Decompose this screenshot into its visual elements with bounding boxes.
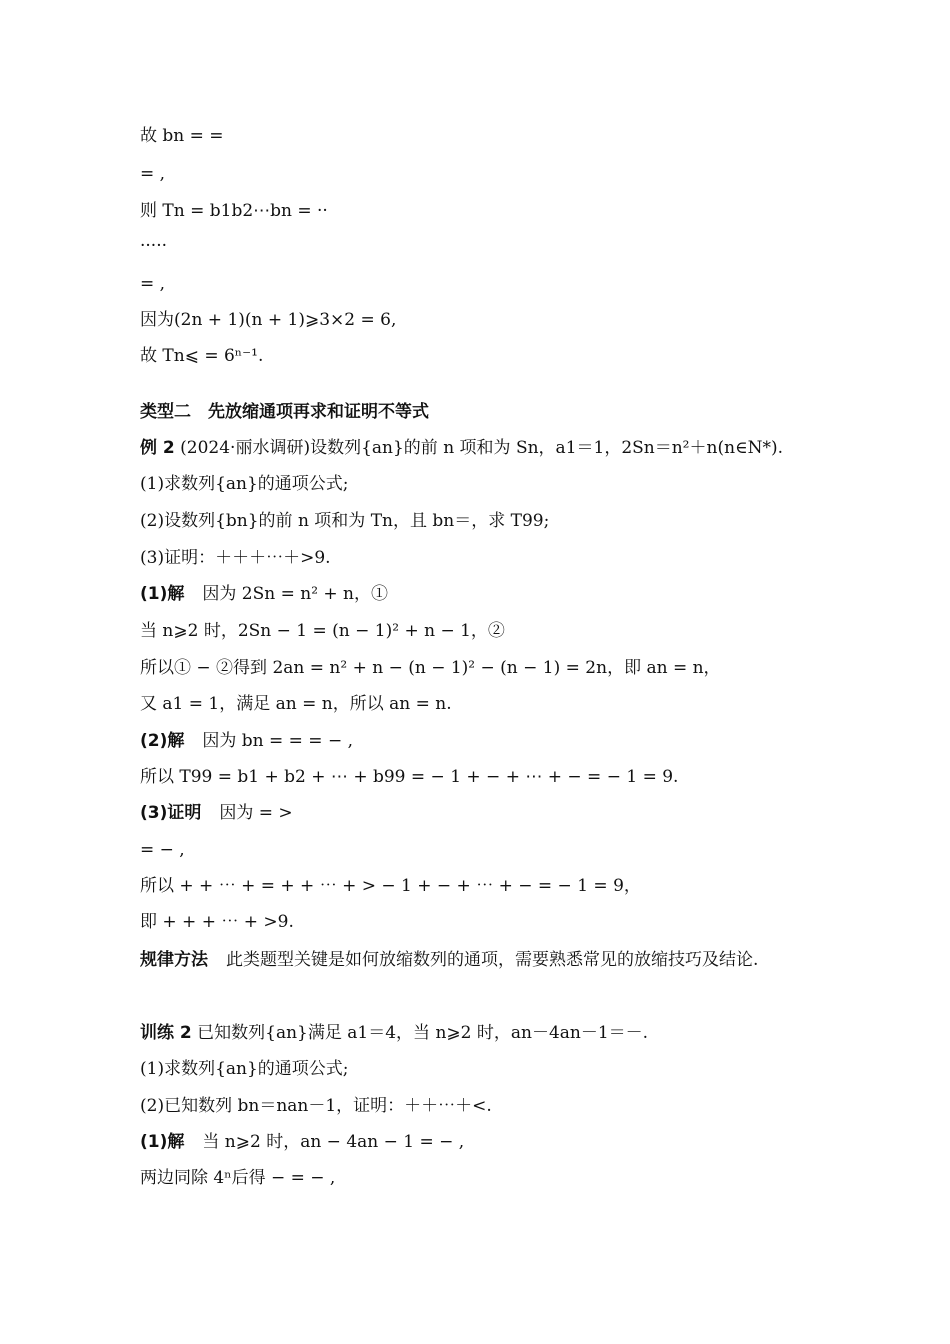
- example-title: 例 2 (2024·丽水调研)设数列{an}的前 n 项和为 Sn，a1＝1，2Sn＝n²＋n(n∈N*).: [140, 438, 784, 458]
- solution-line: (1)解 因为 2Sn = n² + n，①: [140, 584, 389, 604]
- exercise-title: 训练 2 已知数列{an}满足 a1＝4，当 n⩾2 时，an－4an－1＝－.: [140, 1023, 649, 1043]
- text-line: 当 n⩾2 时，2Sn − 1 = (n − 1)² + n − 1，②: [140, 621, 505, 641]
- text-line: 即 + + + ⋯ + >9.: [140, 912, 294, 932]
- text-line: 则 Tn = b1b2⋯bn = ··: [140, 201, 328, 221]
- text-line: 所以 T99 = b1 + b2 + ⋯ + b99 = − 1 + − + ⋯ + − = − 1 = 9.: [140, 767, 679, 787]
- text-line: 故 bn = =: [140, 126, 224, 146]
- text-line: = ,: [140, 274, 166, 294]
- text-line: 又 a1 = 1，满足 an = n，所以 an = n.: [140, 694, 452, 714]
- text-line: (1)求数列{an}的通项公式;: [140, 474, 349, 494]
- method-note: 规律方法 此类题型关键是如何放缩数列的通项，需要熟悉常见的放缩技巧及结论.: [140, 950, 759, 970]
- section-heading: 类型二 先放缩通项再求和证明不等式: [140, 402, 429, 422]
- text-line: (1)求数列{an}的通项公式;: [140, 1059, 349, 1079]
- text-line: ·····: [140, 236, 168, 256]
- text-line: = ,: [140, 164, 166, 184]
- text-line: 故 Tn⩽ = 6ⁿ⁻¹.: [140, 346, 264, 366]
- text-line: = − ,: [140, 840, 185, 860]
- text-line: 所以 + + ⋯ + = + + ⋯ + > − 1 + − + ⋯ + − = − 1 = 9，: [140, 876, 641, 896]
- text-line: 两边同除 4ⁿ后得 − = − ,: [140, 1168, 336, 1188]
- proof-line: (3)证明 因为 = >: [140, 803, 293, 823]
- text-line: (2)已知数列 bn＝nan－1，证明：＋＋⋯＋<.: [140, 1096, 492, 1116]
- text-line: 因为(2n + 1)(n + 1)⩾3×2 = 6,: [140, 310, 397, 330]
- solution-line: (2)解 因为 bn = = = − ,: [140, 731, 354, 751]
- text-line: (3)证明：＋＋＋⋯＋>9.: [140, 548, 331, 568]
- text-line: 所以① − ②得到 2an = n² + n − (n − 1)² − (n − 1) = 2n，即 an = n，: [140, 658, 721, 678]
- solution-line: (1)解 当 n⩾2 时，an − 4an − 1 = − ,: [140, 1132, 465, 1152]
- text-line: (2)设数列{bn}的前 n 项和为 Tn，且 bn＝，求 T99;: [140, 511, 550, 531]
